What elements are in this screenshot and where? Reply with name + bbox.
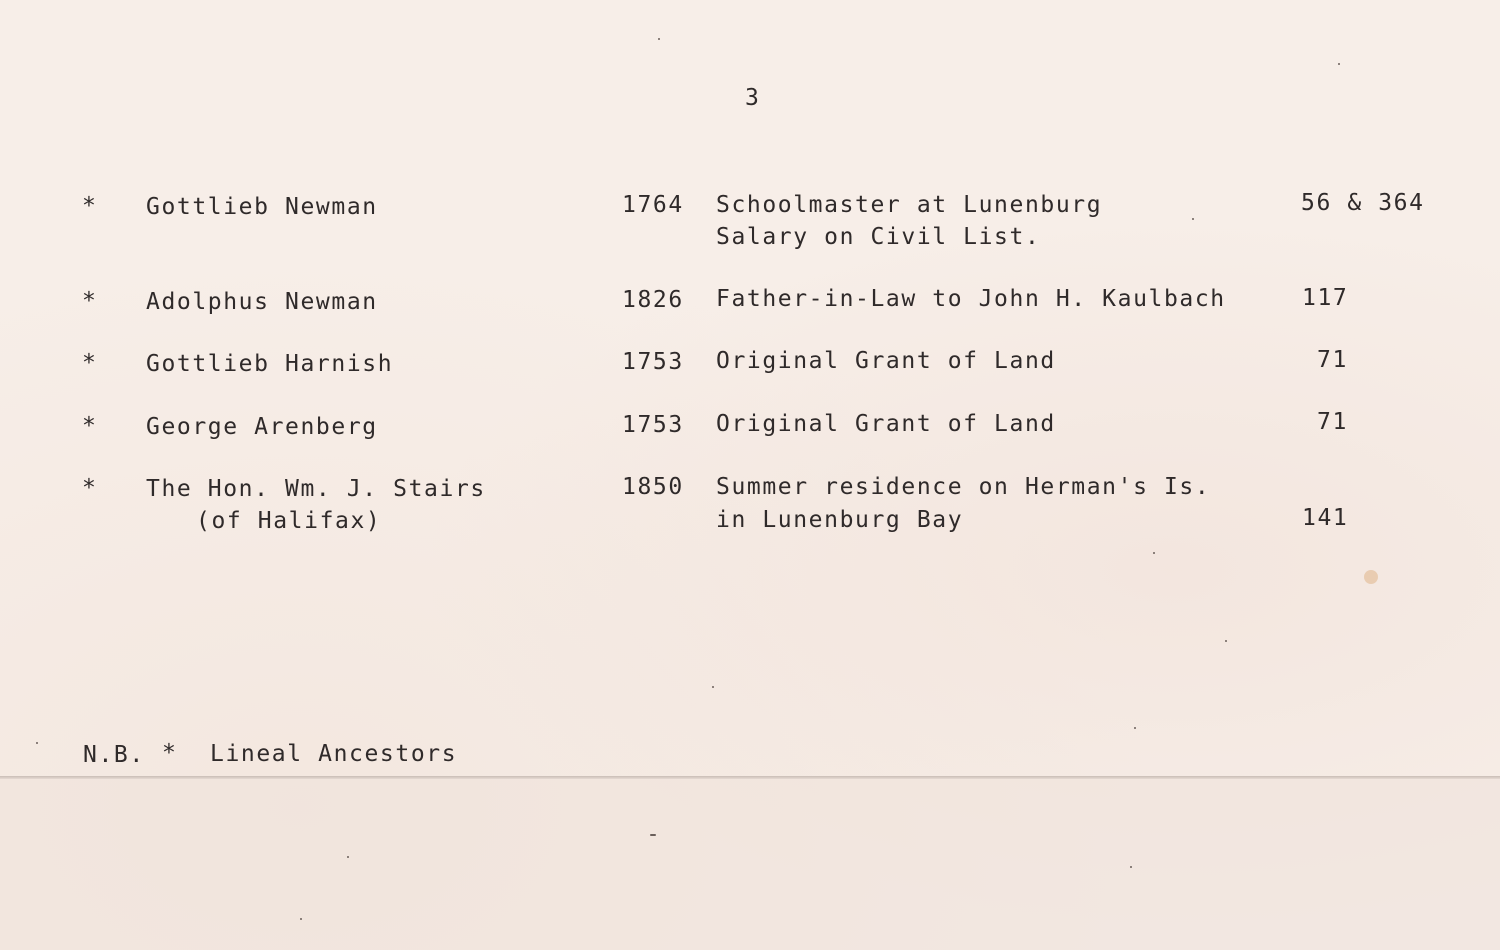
lineal-ancestor-marker: * [82,475,98,501]
paper-speck [300,918,302,920]
entry-reference: 141 [1302,505,1349,531]
paper-speck [1134,727,1136,729]
ancestor-name: George Arenberg [146,414,378,440]
entry-description-line2: Salary on Civil List. [716,224,1041,250]
entry-description: Original Grant of Land [716,411,1056,437]
ancestor-name: The Hon. Wm. J. Stairs [146,476,486,502]
footnote-prefix: N.B. [83,742,145,768]
entry-year: 1764 [622,192,684,218]
entry-description: Father-in-Law to John H. Kaulbach [716,286,1226,312]
entry-year: 1850 [622,474,684,500]
paper-speck [650,834,656,836]
entry-reference: 71 [1317,347,1348,373]
paper-speck [1153,552,1155,554]
entry-description-line2: in Lunenburg Bay [716,507,964,533]
paper-speck [1192,218,1194,220]
ancestor-name: Adolphus Newman [146,289,378,315]
entry-description: Schoolmaster at Lunenburg [716,192,1103,218]
entry-reference: 71 [1317,409,1348,435]
paper-speck [36,742,38,744]
footnote-text: Lineal Ancestors [210,741,458,767]
paper-speck [1130,866,1132,868]
ancestor-name: Gottlieb Harnish [146,351,394,377]
lineal-ancestor-marker: * [82,193,98,219]
ancestor-name: Gottlieb Newman [146,194,378,220]
lineal-ancestor-marker: * [82,350,98,376]
paper-stain [1364,570,1378,584]
entry-year: 1826 [622,287,684,313]
entry-reference: 117 [1302,285,1349,311]
paper-speck [712,686,714,688]
paper-speck [347,856,349,858]
paper-speck [1225,640,1227,642]
lineal-ancestor-marker: * [82,413,98,439]
paper-lower-section [0,779,1500,950]
entry-description: Summer residence on Herman's Is. [716,474,1211,500]
entry-year: 1753 [622,349,684,375]
paper-speck [1338,63,1340,65]
entry-year: 1753 [622,412,684,438]
lineal-ancestor-marker: * [82,288,98,314]
ancestor-name-line2: (of Halifax) [196,508,382,534]
entry-reference: 56 & 364 [1301,190,1425,216]
page-number: 3 [745,85,761,111]
entry-description: Original Grant of Land [716,348,1056,374]
footnote-marker: * [162,740,178,766]
paper-speck [658,38,660,40]
